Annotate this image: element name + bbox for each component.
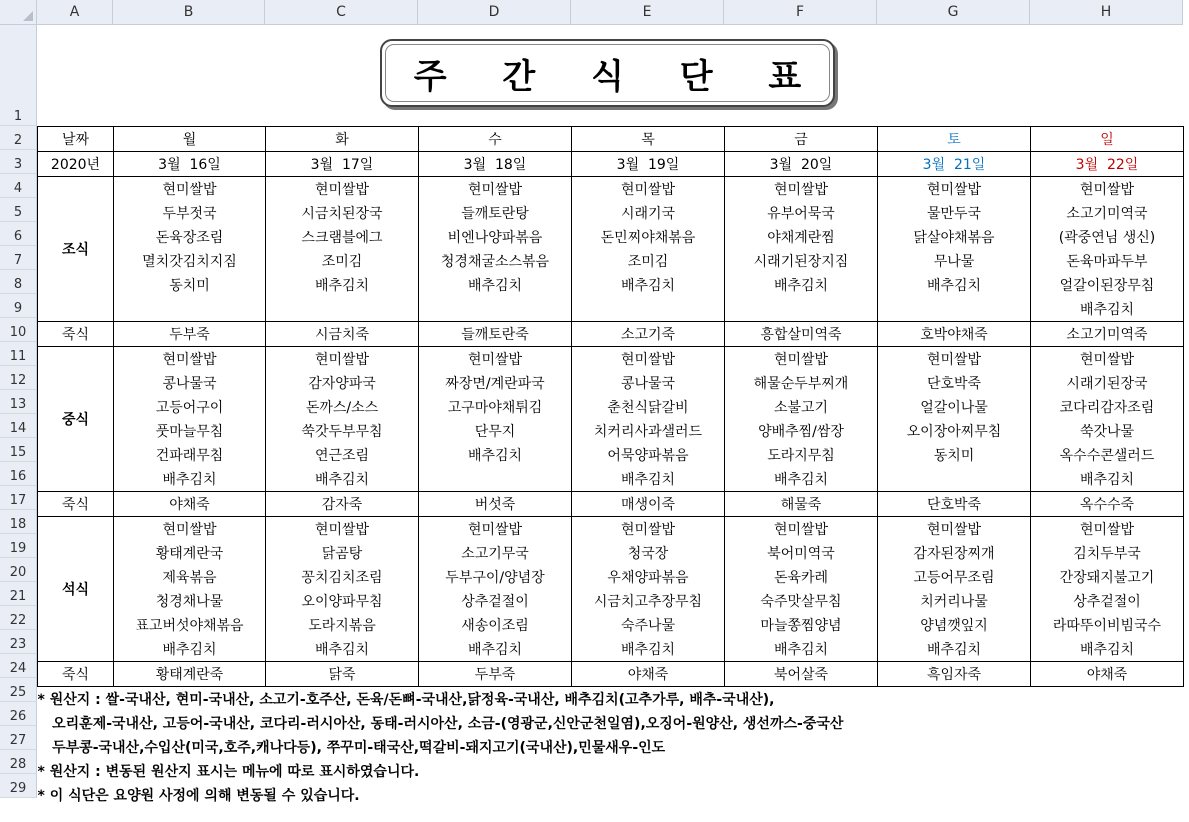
menu-cell[interactable]: 치커리사과샐러드 bbox=[572, 419, 725, 443]
day-cell[interactable]: 금 bbox=[725, 127, 878, 152]
menu-cell[interactable]: 건파래무침 bbox=[114, 443, 266, 467]
menu-cell[interactable]: 시금치된장국 bbox=[266, 201, 419, 225]
menu-cell[interactable]: 물만두국 bbox=[878, 201, 1031, 225]
row-header-18[interactable]: 18 bbox=[0, 510, 37, 534]
menu-cell[interactable]: 배추김치 bbox=[572, 273, 725, 297]
menu-cell[interactable]: 배추김치 bbox=[266, 273, 419, 297]
column-header-a[interactable]: A bbox=[37, 0, 113, 25]
menu-cell[interactable]: 김치두부국 bbox=[1031, 541, 1184, 565]
menu-cell[interactable]: 시금치고추장무침 bbox=[572, 589, 725, 613]
page-title: 주 간 식 단 표 bbox=[413, 56, 824, 97]
row-header-20[interactable]: 20 bbox=[0, 558, 37, 582]
menu-cell[interactable]: 숙주맛살무침 bbox=[725, 589, 878, 613]
day-cell[interactable]: 월 bbox=[114, 127, 266, 152]
note-cell[interactable]: 오리훈제-국내산, 고등어-국내산, 코다리-러시아산, 동태-러시아산, 소금-(영광군,신안군천일염),오징어-원양산, 생선까스-중국산 bbox=[37, 716, 844, 732]
breakfast-row bbox=[38, 273, 1184, 297]
menu-cell[interactable]: 시래기국 bbox=[572, 201, 725, 225]
porridge-dinner-label[interactable]: 죽식 bbox=[38, 662, 114, 687]
menu-cell[interactable]: 두부젓국 bbox=[114, 201, 266, 225]
menu-cell[interactable]: 춘천식닭갈비 bbox=[572, 395, 725, 419]
menu-cell[interactable]: 청경채나물 bbox=[114, 589, 266, 613]
breakfast-row bbox=[38, 177, 1184, 202]
menu-table[interactable] bbox=[37, 25, 1184, 807]
menu-cell[interactable]: 유부어묵국 bbox=[725, 201, 878, 225]
dinner-row bbox=[38, 517, 1184, 542]
menu-cell[interactable]: 현미쌀밥 bbox=[419, 517, 572, 542]
menu-cell[interactable]: 새송이조림 bbox=[419, 613, 572, 637]
menu-cell[interactable]: 조미김 bbox=[266, 249, 419, 273]
menu-cell[interactable]: 북어미역국 bbox=[725, 541, 878, 565]
menu-cell[interactable]: 쑥갓두부무침 bbox=[266, 419, 419, 443]
menu-cell[interactable]: 현미쌀밥 bbox=[878, 347, 1031, 372]
breakfast-row bbox=[38, 297, 1184, 322]
lunch-row bbox=[38, 443, 1184, 467]
menu-cell[interactable]: 돈민찌야채볶음 bbox=[572, 225, 725, 249]
note-cell[interactable]: * 이 식단은 요양원 사정에 의해 변동될 수 있습니다. bbox=[37, 788, 360, 804]
year-cell[interactable]: 2020년 bbox=[38, 152, 114, 177]
menu-cell[interactable] bbox=[114, 297, 266, 322]
porridge-breakfast-row bbox=[38, 322, 1184, 347]
menu-cell[interactable]: 현미쌀밥 bbox=[114, 347, 266, 372]
column-header-g[interactable]: G bbox=[877, 0, 1030, 25]
menu-cell[interactable] bbox=[878, 467, 1031, 492]
menu-cell[interactable]: 어묵양파볶음 bbox=[572, 443, 725, 467]
note-row bbox=[38, 735, 1184, 759]
menu-cell[interactable]: (곽중연님 생신) bbox=[1031, 225, 1184, 249]
date-cell[interactable]: 3월 16일 bbox=[114, 152, 266, 177]
menu-cell[interactable]: 현미쌀밥 bbox=[1031, 177, 1184, 202]
menu-cell[interactable]: 소고기무국 bbox=[419, 541, 572, 565]
menu-cell[interactable]: 야채죽 bbox=[114, 492, 266, 517]
menu-cell[interactable]: 황태계란죽 bbox=[114, 662, 266, 687]
menu-cell[interactable]: 얼갈이된장무침 bbox=[1031, 273, 1184, 297]
column-header-b[interactable]: B bbox=[113, 0, 265, 25]
menu-cell[interactable]: 오이양파무침 bbox=[266, 589, 419, 613]
menu-cell[interactable]: 현미쌀밥 bbox=[1031, 347, 1184, 372]
day-cell[interactable]: 토 bbox=[878, 127, 1031, 152]
breakfast-row bbox=[38, 225, 1184, 249]
menu-cell[interactable]: 배추김치 bbox=[419, 443, 572, 467]
note-row bbox=[38, 783, 1184, 807]
menu-cell[interactable]: 매생이죽 bbox=[572, 492, 725, 517]
menu-cell[interactable]: 현미쌀밥 bbox=[572, 517, 725, 542]
menu-cell[interactable]: 동치미 bbox=[114, 273, 266, 297]
row-header-5[interactable]: 5 bbox=[0, 198, 37, 222]
menu-cell[interactable]: 감자죽 bbox=[266, 492, 419, 517]
lunch-label[interactable]: 중식 bbox=[38, 347, 114, 492]
menu-cell[interactable]: 배추김치 bbox=[114, 467, 266, 492]
menu-cell[interactable]: 배추김치 bbox=[419, 637, 572, 662]
menu-cell[interactable]: 현미쌀밥 bbox=[114, 517, 266, 542]
menu-cell[interactable]: 닭살야채볶음 bbox=[878, 225, 1031, 249]
menu-cell[interactable]: 북어살죽 bbox=[725, 662, 878, 687]
menu-cell[interactable]: 현미쌀밥 bbox=[266, 177, 419, 202]
note-row bbox=[38, 759, 1184, 783]
row-header-29[interactable]: 29 bbox=[0, 774, 37, 798]
menu-cell[interactable]: 두부죽 bbox=[114, 322, 266, 347]
menu-cell[interactable]: 현미쌀밥 bbox=[114, 177, 266, 202]
lunch-row bbox=[38, 371, 1184, 395]
menu-cell[interactable]: 오이장아찌무침 bbox=[878, 419, 1031, 443]
menu-cell[interactable]: 배추김치 bbox=[572, 467, 725, 492]
menu-cell[interactable]: 배추김치 bbox=[266, 467, 419, 492]
date-label-cell[interactable]: 날짜 bbox=[38, 127, 114, 152]
menu-cell[interactable] bbox=[878, 297, 1031, 322]
menu-cell[interactable] bbox=[725, 297, 878, 322]
menu-cell[interactable]: 배추김치 bbox=[725, 273, 878, 297]
menu-cell[interactable]: 돈육카레 bbox=[725, 565, 878, 589]
menu-cell[interactable]: 돈육장조림 bbox=[114, 225, 266, 249]
menu-cell[interactable]: 옥수수콘샐러드 bbox=[1031, 443, 1184, 467]
menu-cell[interactable]: 현미쌀밥 bbox=[419, 347, 572, 372]
menu-cell[interactable]: 야채계란찜 bbox=[725, 225, 878, 249]
day-cell[interactable]: 화 bbox=[266, 127, 419, 152]
menu-cell[interactable] bbox=[419, 297, 572, 322]
menu-cell[interactable]: 해물죽 bbox=[725, 492, 878, 517]
menu-cell[interactable]: 시래기된장지짐 bbox=[725, 249, 878, 273]
menu-cell[interactable]: 꽁치김치조림 bbox=[266, 565, 419, 589]
column-header-e[interactable]: E bbox=[571, 0, 724, 25]
menu-cell[interactable]: 현미쌀밥 bbox=[725, 517, 878, 542]
select-all-corner[interactable] bbox=[0, 0, 37, 25]
breakfast-row bbox=[38, 201, 1184, 225]
menu-cell[interactable]: 들깨토란탕 bbox=[419, 201, 572, 225]
menu-cell[interactable]: 코다리감자조림 bbox=[1031, 395, 1184, 419]
menu-cell[interactable]: 고등어구이 bbox=[114, 395, 266, 419]
note-cell[interactable]: 두부콩-국내산,수입산(미국,호주,캐나다등), 쭈꾸미-태국산,떡갈비-돼지고기(국내산),민물새우-인도 bbox=[37, 740, 666, 756]
column-header-f[interactable]: F bbox=[724, 0, 877, 25]
menu-cell[interactable]: 얼갈이나물 bbox=[878, 395, 1031, 419]
menu-cell[interactable]: 치커리나물 bbox=[878, 589, 1031, 613]
menu-cell[interactable]: 들깨토란죽 bbox=[419, 322, 572, 347]
menu-cell[interactable]: 도라지무침 bbox=[725, 443, 878, 467]
lunch-row bbox=[38, 395, 1184, 419]
menu-cell[interactable]: 현미쌀밥 bbox=[878, 177, 1031, 202]
date-row bbox=[38, 152, 1184, 177]
porridge-breakfast-label[interactable]: 죽식 bbox=[38, 322, 114, 347]
menu-cell[interactable]: 콩나물국 bbox=[114, 371, 266, 395]
menu-cell[interactable]: 닭곰탕 bbox=[266, 541, 419, 565]
menu-cell[interactable]: 스크램블에그 bbox=[266, 225, 419, 249]
menu-cell[interactable]: 배추김치 bbox=[1031, 297, 1184, 322]
menu-cell[interactable]: 배추김치 bbox=[114, 637, 266, 662]
menu-cell[interactable]: 소고기미역죽 bbox=[1031, 322, 1184, 347]
menu-cell[interactable]: 간장돼지불고기 bbox=[1031, 565, 1184, 589]
row-header-25[interactable]: 25 bbox=[0, 678, 37, 702]
menu-cell[interactable]: 현미쌀밥 bbox=[572, 177, 725, 202]
menu-cell[interactable]: 야채죽 bbox=[572, 662, 725, 687]
menu-cell[interactable]: 조미김 bbox=[572, 249, 725, 273]
menu-cell[interactable] bbox=[266, 297, 419, 322]
menu-cell[interactable]: 흑임자죽 bbox=[878, 662, 1031, 687]
row-header-16[interactable]: 16 bbox=[0, 462, 37, 486]
column-header-c[interactable]: C bbox=[265, 0, 418, 25]
menu-cell[interactable]: 무나물 bbox=[878, 249, 1031, 273]
porridge-dinner-row bbox=[38, 662, 1184, 687]
menu-cell[interactable]: 라따뚜이비빔국수 bbox=[1031, 613, 1184, 637]
menu-cell[interactable]: 청경채굴소스볶음 bbox=[419, 249, 572, 273]
menu-cell[interactable]: 고등어무조림 bbox=[878, 565, 1031, 589]
menu-cell[interactable]: 연근조림 bbox=[266, 443, 419, 467]
dinner-label[interactable]: 석식 bbox=[38, 517, 114, 662]
menu-cell[interactable]: 동치미 bbox=[878, 443, 1031, 467]
row-header-7[interactable]: 7 bbox=[0, 246, 37, 270]
dinner-row bbox=[38, 541, 1184, 565]
menu-cell[interactable]: 배추김치 bbox=[878, 637, 1031, 662]
menu-cell[interactable]: 배추김치 bbox=[266, 637, 419, 662]
row-header-3[interactable]: 3 bbox=[0, 150, 37, 174]
menu-cell[interactable]: 숙주나물 bbox=[572, 613, 725, 637]
row-header-14[interactable]: 14 bbox=[0, 414, 37, 438]
note-row bbox=[38, 711, 1184, 735]
menu-cell[interactable]: 마늘쫑찜양념 bbox=[725, 613, 878, 637]
cell-grid[interactable] bbox=[37, 25, 1184, 807]
dinner-row bbox=[38, 565, 1184, 589]
row-header-27[interactable]: 27 bbox=[0, 726, 37, 750]
menu-cell[interactable]: 시금치죽 bbox=[266, 322, 419, 347]
menu-cell[interactable]: 두부죽 bbox=[419, 662, 572, 687]
day-cell[interactable]: 수 bbox=[419, 127, 572, 152]
row-header-24[interactable]: 24 bbox=[0, 654, 37, 678]
menu-cell[interactable]: 짜장면/계란파국 bbox=[419, 371, 572, 395]
row-header-26[interactable]: 26 bbox=[0, 702, 37, 726]
menu-cell[interactable]: 배추김치 bbox=[1031, 467, 1184, 492]
menu-cell[interactable]: 배추김치 bbox=[1031, 637, 1184, 662]
menu-cell[interactable]: 배추김치 bbox=[572, 637, 725, 662]
menu-cell[interactable]: 소불고기 bbox=[725, 395, 878, 419]
menu-cell[interactable]: 양배추찜/쌈장 bbox=[725, 419, 878, 443]
menu-cell[interactable]: 단호박죽 bbox=[878, 371, 1031, 395]
row-header-21[interactable]: 21 bbox=[0, 582, 37, 606]
lunch-row bbox=[38, 467, 1184, 492]
row-header-11[interactable]: 11 bbox=[0, 342, 37, 366]
menu-cell[interactable]: 현미쌀밥 bbox=[266, 347, 419, 372]
menu-cell[interactable]: 도라지볶음 bbox=[266, 613, 419, 637]
row-header-17[interactable]: 17 bbox=[0, 486, 37, 510]
menu-cell[interactable]: 멸치갓김치지짐 bbox=[114, 249, 266, 273]
menu-cell[interactable]: 단무지 bbox=[419, 419, 572, 443]
dinner-row bbox=[38, 613, 1184, 637]
day-header-row bbox=[38, 127, 1184, 152]
porridge-lunch-label[interactable]: 죽식 bbox=[38, 492, 114, 517]
menu-cell[interactable]: 쑥갓나물 bbox=[1031, 419, 1184, 443]
menu-cell[interactable]: 현미쌀밥 bbox=[725, 177, 878, 202]
menu-cell[interactable]: 배추김치 bbox=[878, 273, 1031, 297]
date-cell[interactable]: 3월 20일 bbox=[725, 152, 878, 177]
menu-cell[interactable]: 현미쌀밥 bbox=[419, 177, 572, 202]
dinner-row bbox=[38, 589, 1184, 613]
menu-cell[interactable]: 흥합살미역죽 bbox=[725, 322, 878, 347]
lunch-row bbox=[38, 347, 1184, 372]
row-header-10[interactable]: 10 bbox=[0, 318, 37, 342]
date-cell[interactable]: 3월 17일 bbox=[266, 152, 419, 177]
menu-cell[interactable]: 소고기미역국 bbox=[1031, 201, 1184, 225]
row-header-4[interactable]: 4 bbox=[0, 174, 37, 198]
day-cell[interactable]: 일 bbox=[1031, 127, 1184, 152]
row-header-28[interactable]: 28 bbox=[0, 750, 37, 774]
menu-cell[interactable]: 현미쌀밥 bbox=[1031, 517, 1184, 542]
menu-cell[interactable]: 배추김치 bbox=[725, 637, 878, 662]
title-box[interactable] bbox=[380, 39, 835, 107]
menu-cell[interactable]: 표고버섯야채볶음 bbox=[114, 613, 266, 637]
lunch-row bbox=[38, 419, 1184, 443]
menu-cell[interactable]: 시래기된장국 bbox=[1031, 371, 1184, 395]
menu-cell[interactable]: 닭죽 bbox=[266, 662, 419, 687]
row-header-12[interactable]: 12 bbox=[0, 366, 37, 390]
row-header-22[interactable]: 22 bbox=[0, 606, 37, 630]
row-header-8[interactable]: 8 bbox=[0, 270, 37, 294]
menu-cell[interactable]: 두부구이/양념장 bbox=[419, 565, 572, 589]
row-header-1[interactable]: 1 bbox=[0, 25, 37, 126]
menu-cell[interactable]: 버섯죽 bbox=[419, 492, 572, 517]
row-header-13[interactable]: 13 bbox=[0, 390, 37, 414]
row-header-15[interactable]: 15 bbox=[0, 438, 37, 462]
menu-cell[interactable]: 돈육마파두부 bbox=[1031, 249, 1184, 273]
menu-cell[interactable]: 배추김치 bbox=[419, 273, 572, 297]
breakfast-row bbox=[38, 249, 1184, 273]
porridge-lunch-row bbox=[38, 492, 1184, 517]
dinner-row bbox=[38, 637, 1184, 662]
menu-cell[interactable]: 돈까스/소스 bbox=[266, 395, 419, 419]
menu-cell[interactable]: 감자된장찌개 bbox=[878, 541, 1031, 565]
menu-cell[interactable]: 청국장 bbox=[572, 541, 725, 565]
menu-cell[interactable]: 상추겉절이 bbox=[1031, 589, 1184, 613]
menu-cell[interactable] bbox=[419, 467, 572, 492]
menu-cell[interactable]: 황태계란국 bbox=[114, 541, 266, 565]
menu-cell[interactable]: 감자양파국 bbox=[266, 371, 419, 395]
row-header-23[interactable]: 23 bbox=[0, 630, 37, 654]
menu-cell[interactable]: 고구마야채튀김 bbox=[419, 395, 572, 419]
date-cell[interactable]: 3월 21일 bbox=[878, 152, 1031, 177]
note-cell[interactable]: * 원산지 : 쌀-국내산, 현미-국내산, 소고기-호주산, 돈육/돈뼈-국내산,닭정육-국내산, 배추김치(고추가루, 배추-국내산), bbox=[37, 692, 775, 708]
row-header-19[interactable]: 19 bbox=[0, 534, 37, 558]
row-header-6[interactable]: 6 bbox=[0, 222, 37, 246]
menu-cell[interactable]: 배추김치 bbox=[725, 467, 878, 492]
menu-cell[interactable]: 비엔나양파볶음 bbox=[419, 225, 572, 249]
menu-cell[interactable]: 소고기죽 bbox=[572, 322, 725, 347]
row-header-2[interactable]: 2 bbox=[0, 126, 37, 150]
menu-cell[interactable]: 현미쌀밥 bbox=[878, 517, 1031, 542]
menu-cell[interactable]: 콩나물국 bbox=[572, 371, 725, 395]
menu-cell[interactable]: 현미쌀밥 bbox=[572, 347, 725, 372]
menu-cell[interactable]: 해물순두부찌개 bbox=[725, 371, 878, 395]
menu-cell[interactable]: 우채양파볶음 bbox=[572, 565, 725, 589]
menu-cell[interactable]: 단호박죽 bbox=[878, 492, 1031, 517]
column-header-h[interactable]: H bbox=[1030, 0, 1183, 25]
date-cell[interactable]: 3월 22일 bbox=[1031, 152, 1184, 177]
breakfast-label[interactable]: 조식 bbox=[38, 177, 114, 322]
menu-cell[interactable]: 야채죽 bbox=[1031, 662, 1184, 687]
menu-cell[interactable]: 현미쌀밥 bbox=[725, 347, 878, 372]
menu-cell[interactable]: 상추겉절이 bbox=[419, 589, 572, 613]
menu-cell[interactable]: 풋마늘무침 bbox=[114, 419, 266, 443]
row-header-9[interactable]: 9 bbox=[0, 294, 37, 318]
menu-cell[interactable]: 호박야채죽 bbox=[878, 322, 1031, 347]
menu-cell[interactable]: 옥수수죽 bbox=[1031, 492, 1184, 517]
note-row bbox=[38, 687, 1184, 712]
column-header-d[interactable]: D bbox=[418, 0, 571, 25]
day-cell[interactable]: 목 bbox=[572, 127, 725, 152]
menu-cell[interactable]: 양념깻잎지 bbox=[878, 613, 1031, 637]
menu-cell[interactable]: 현미쌀밥 bbox=[266, 517, 419, 542]
menu-cell[interactable] bbox=[572, 297, 725, 322]
date-cell[interactable]: 3월 19일 bbox=[572, 152, 725, 177]
note-cell[interactable]: * 원산지 : 변동된 원산지 표시는 메뉴에 따로 표시하였습니다. bbox=[37, 764, 420, 780]
date-cell[interactable]: 3월 18일 bbox=[419, 152, 572, 177]
menu-cell[interactable]: 제육볶음 bbox=[114, 565, 266, 589]
